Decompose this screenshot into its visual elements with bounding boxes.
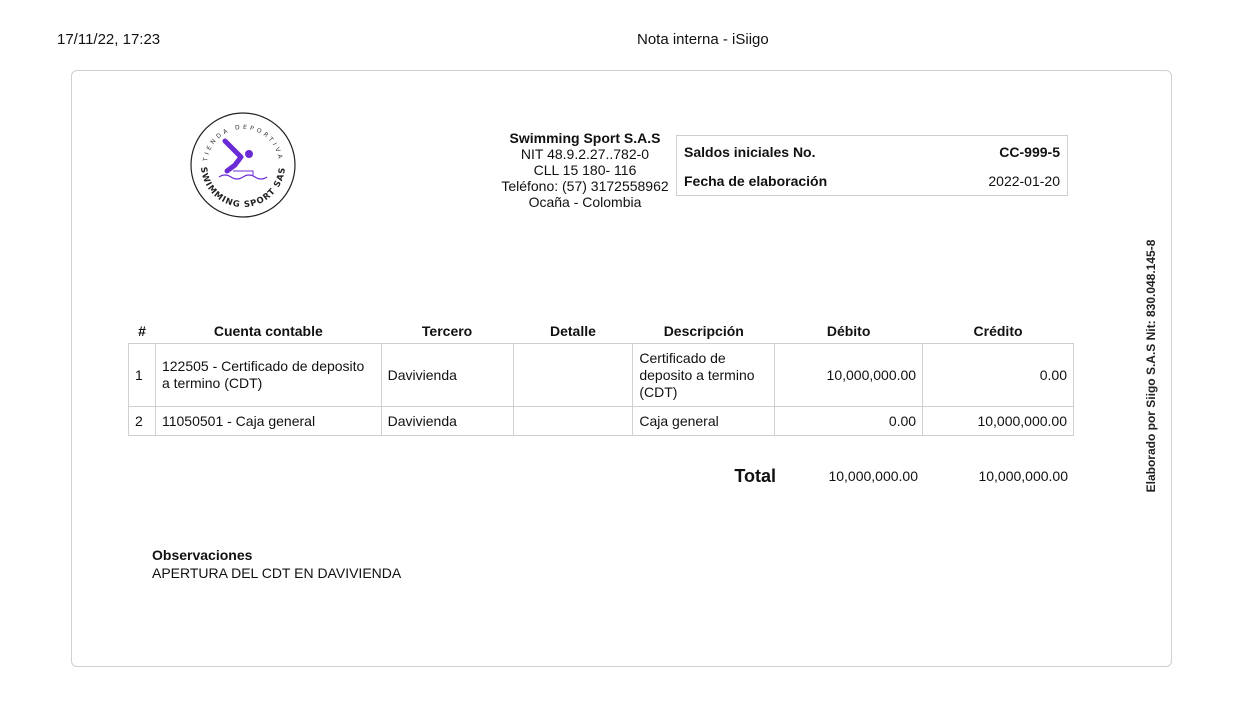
- observaciones-text: APERTURA DEL CDT EN DAVIVIENDA: [152, 565, 402, 581]
- logo-top-text: TIENDA DEPORTIVA: [202, 123, 284, 162]
- row-cuenta: 11050501 - Caja general: [155, 407, 381, 436]
- row-index: 1: [129, 344, 156, 407]
- row-detalle: [513, 344, 633, 407]
- row-descripcion: Caja general: [633, 407, 775, 436]
- print-date: 17/11/22, 17:23: [57, 31, 161, 48]
- entries-table: [128, 319, 1074, 436]
- row-cuenta: 122505 - Certificado de deposito a termino (CDT): [155, 344, 381, 407]
- swimmer-diving-icon: [219, 141, 267, 179]
- total-label: Total: [734, 466, 776, 486]
- document-number: CC-999-5: [999, 143, 1060, 160]
- vertical-footer-text: Elaborado por Siigo S.A.S Nit: 830.048.145-8: [1144, 239, 1158, 493]
- document-type-label: Saldos iniciales No.: [684, 143, 816, 160]
- column-header-debito: Débito: [826, 323, 871, 339]
- column-header-detalle: Detalle: [549, 323, 596, 339]
- company-city: Ocaña - Colombia: [528, 194, 642, 210]
- company-info: [490, 130, 680, 210]
- company-name: Swimming Sport S.A.S: [509, 130, 661, 146]
- row-debito: 10,000,000.00: [775, 344, 923, 407]
- column-header-descripcion: Descripción: [663, 323, 744, 339]
- document-card: [71, 70, 1172, 667]
- document-date: 2022-01-20: [988, 172, 1060, 189]
- svg-text:SWIMMING SPORT SAS: [198, 166, 288, 210]
- company-logo: [189, 111, 297, 219]
- table-row: [129, 407, 1074, 436]
- table-header-row: [129, 319, 1074, 344]
- row-detalle: [513, 407, 633, 436]
- document-info-box: [676, 135, 1068, 196]
- company-address: CLL 15 180- 116: [533, 162, 637, 178]
- company-nit: NIT 48.9.2.27..782-0: [520, 146, 650, 162]
- company-phone: Teléfono: (57) 3172558962: [501, 178, 669, 194]
- total-debito: 10,000,000.00: [828, 468, 918, 484]
- column-header-index: #: [138, 323, 146, 339]
- row-credito: 10,000,000.00: [923, 407, 1074, 436]
- table-row: [129, 344, 1074, 407]
- column-header-cuenta: Cuenta contable: [213, 323, 323, 339]
- row-debito: 0.00: [775, 407, 923, 436]
- document-date-label: Fecha de elaboración: [684, 172, 828, 189]
- logo-bottom-text: SWIMMING SPORT SAS: [197, 166, 289, 211]
- column-header-credito: Crédito: [973, 323, 1023, 339]
- row-tercero: Davivienda: [381, 344, 513, 407]
- observaciones-title: Observaciones: [152, 547, 253, 563]
- document-date-row: [677, 166, 1067, 195]
- document-number-row: [677, 137, 1067, 166]
- row-index: 2: [129, 407, 156, 436]
- total-credito: 10,000,000.00: [978, 468, 1068, 484]
- row-tercero: Davivienda: [381, 407, 513, 436]
- column-header-tercero: Tercero: [421, 323, 473, 339]
- row-credito: 0.00: [923, 344, 1074, 407]
- print-title: Nota interna - iSiigo: [637, 31, 769, 48]
- row-descripcion: Certificado de deposito a termino (CDT): [633, 344, 775, 407]
